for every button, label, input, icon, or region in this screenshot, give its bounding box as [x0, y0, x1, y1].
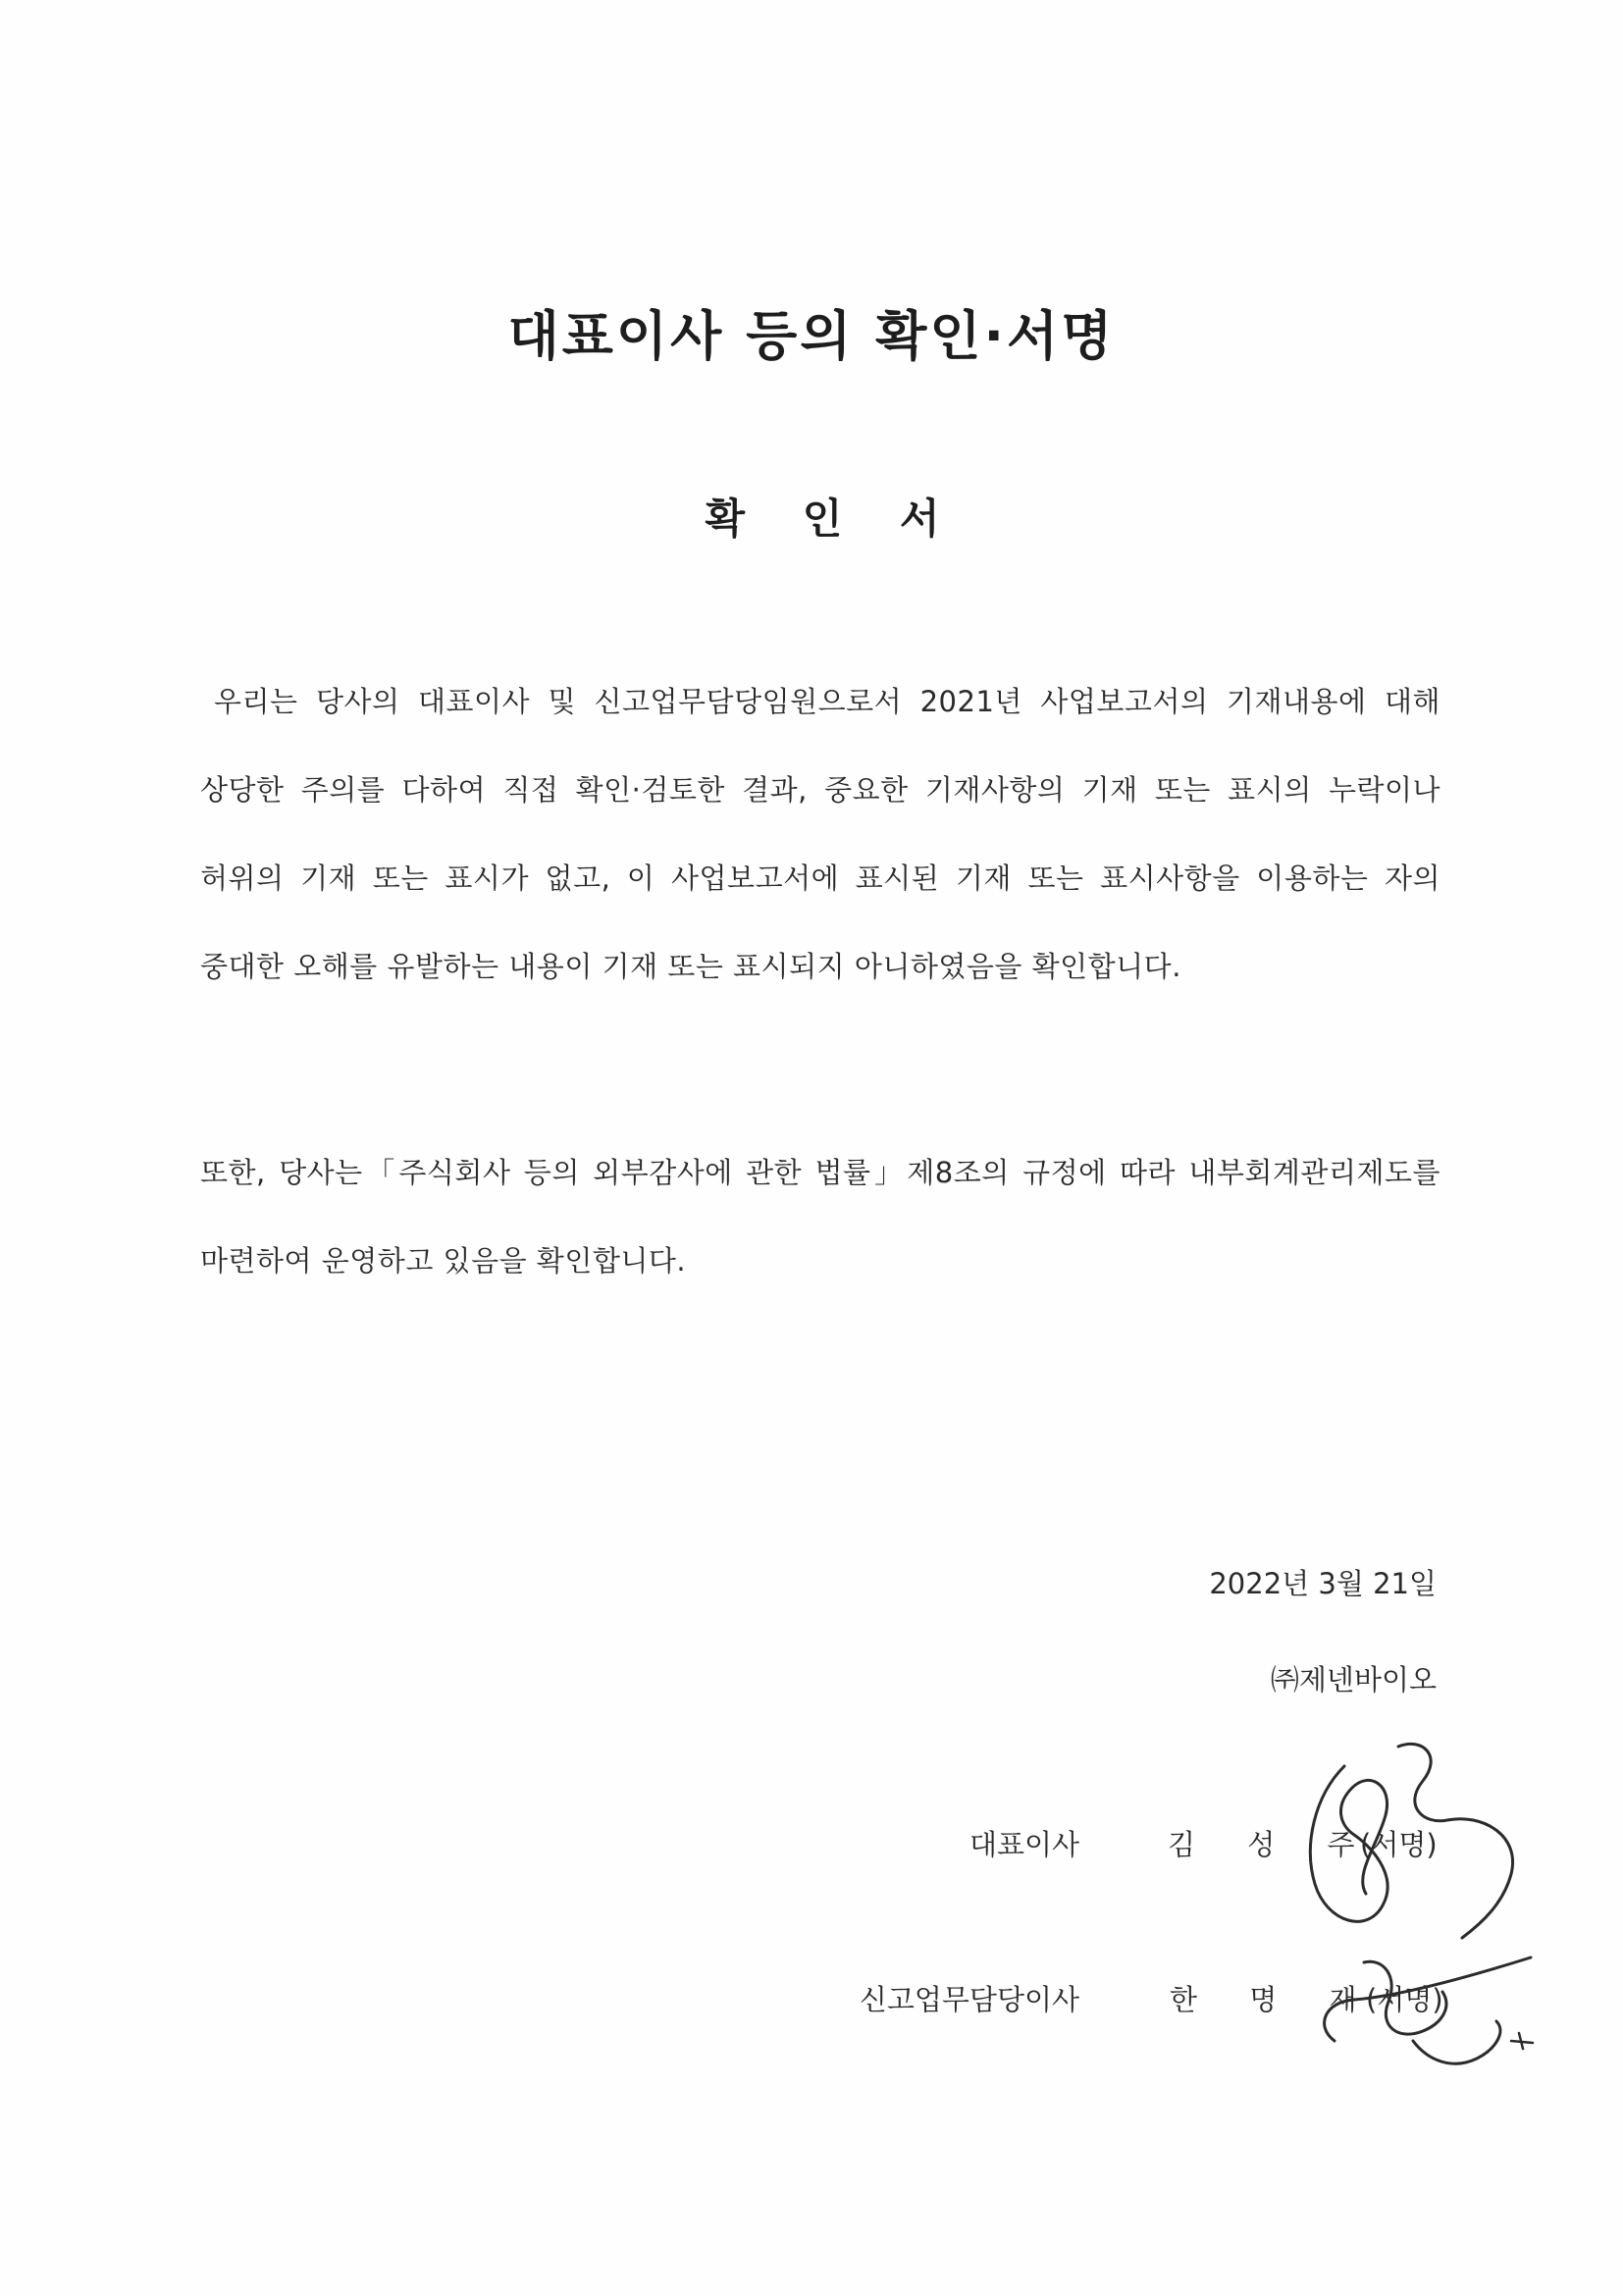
signatory-name-ceo: 김 성 주	[1168, 1828, 1377, 1861]
paragraph-internal-control: 또한, 당사는「주식회사 등의 외부감사에 관한 법률」제8조의 규정에 따라 내부회계관리제도를 마련하여 운영하고 있음을 확인합니다.	[200, 1156, 1440, 1278]
signature-label-ceo: (서명)	[1360, 1828, 1438, 1861]
company-name: ㈜제넨바이오	[1270, 1663, 1437, 1696]
signatory-role-cfo: 신고업무담당이사	[859, 1983, 1079, 2016]
document-subtitle: 확 인 서	[705, 495, 962, 543]
paragraph-confirmation: 우리는 당사의 대표이사 및 신고업무담당임원으로서 2021년 사업보고서의 기재내용에 대해 상당한 주의를 다하여 직접 확인·검토한 결과, 중요한 기재사항의 기재 또는 표시의 누락이나 허위의 기재 또는 표시가 없고, 이 사업보고서에 표시된 기재 또는 표시사항을 이용하는 자의 중대한 오해를 유발하는 내용이 기재 또는 표시되지 아니하였음을 확인합니다.	[200, 685, 1440, 983]
document-date: 2022년 3월 21일	[1209, 1567, 1437, 1600]
signature-label-cfo: (서명)	[1366, 1983, 1443, 2016]
signatory-role-ceo: 대표이사	[969, 1828, 1079, 1861]
signatory-name-cfo: 한 명 재	[1170, 1983, 1379, 2016]
document-title: 대표이사 등의 확인·서명	[507, 305, 1116, 367]
